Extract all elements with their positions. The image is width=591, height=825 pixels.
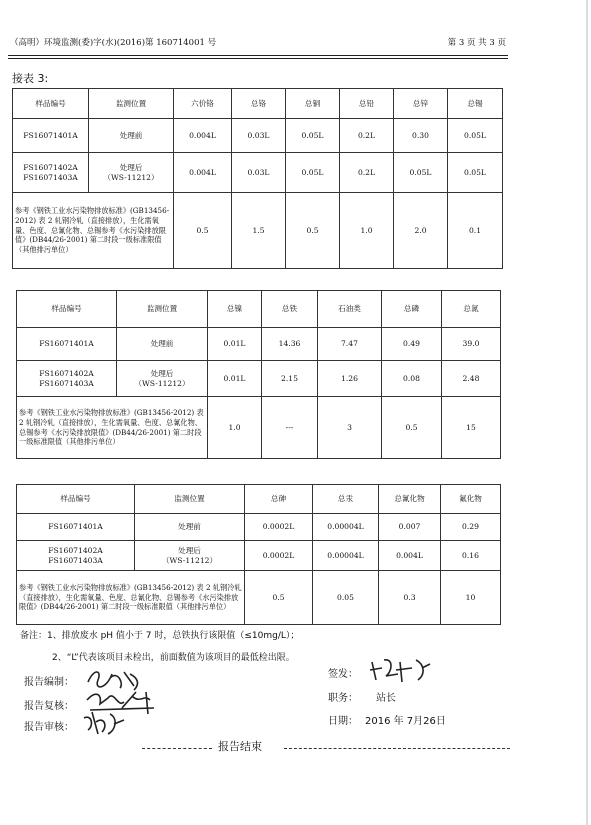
reviewed-by-label: 报告复核： <box>24 701 74 712</box>
value-cell: 2.15 <box>262 361 318 397</box>
table-header-row <box>17 485 501 514</box>
limit-cell: 0.5 <box>286 193 340 269</box>
report-end: 报告结束 <box>218 740 262 753</box>
table-row <box>17 541 501 571</box>
value-cell: 0.0002L <box>245 541 313 571</box>
value-cell: 39.0 <box>442 328 501 361</box>
value-cell: 0.05L <box>448 119 503 153</box>
remark-2: 2、“L”代表该项目未检出，前面数值为该项目的最低检出限。 <box>52 653 295 663</box>
continued-table-label: 接表 3: <box>12 72 49 85</box>
limit-cell: 0.5 <box>245 571 313 625</box>
limit-cell: 15 <box>442 397 501 459</box>
col-header: 总砷 <box>245 485 313 514</box>
table-header-row <box>17 291 501 328</box>
position-label: 职务： <box>328 693 358 704</box>
limit-cell: 2.0 <box>394 193 448 269</box>
col-header: 监测位置 <box>89 89 174 119</box>
limit-cell: 1.5 <box>232 193 286 269</box>
header-rule-2 <box>8 58 508 59</box>
col-header: 总氰化物 <box>379 485 441 514</box>
col-header: 监测位置 <box>117 291 208 328</box>
table-row <box>17 361 501 397</box>
value-cell: 0.49 <box>382 328 442 361</box>
remark-1: 备注：1、排放废水 pH 值小于 7 时，总铁执行该限值（≤10mg/L）； <box>20 631 300 641</box>
page-indicator: 第 3 页 共 3 页 <box>447 38 506 48</box>
col-header: 石油类 <box>318 291 382 328</box>
value-cell: 0.00004L <box>313 514 379 541</box>
col-header: 总锌 <box>394 89 448 119</box>
col-header: 总铅 <box>340 89 394 119</box>
value-cell: 0.29 <box>441 514 501 541</box>
col-header: 总铬 <box>232 89 286 119</box>
col-header: 六价铬 <box>174 89 232 119</box>
value-cell: 0.004L <box>379 541 441 571</box>
standard-row <box>17 397 501 459</box>
col-header: 总镍 <box>208 291 262 328</box>
value-cell: 0.2L <box>340 153 394 193</box>
value-cell: 0.01L <box>208 361 262 397</box>
table-header-row <box>13 89 503 119</box>
value-cell: 0.05L <box>394 153 448 193</box>
value-cell: 0.007 <box>379 514 441 541</box>
location: 处理前 <box>117 328 208 361</box>
value-cell: 0.2L <box>340 119 394 153</box>
end-divider-right <box>284 748 510 749</box>
limit-cell: 0.05 <box>313 571 379 625</box>
col-header: 监测位置 <box>135 485 245 514</box>
limit-cell: 0.5 <box>382 397 442 459</box>
value-cell: 0.05L <box>286 153 340 193</box>
value-cell: 14.36 <box>262 328 318 361</box>
col-header: 样品编号 <box>17 485 135 514</box>
col-header: 总铁 <box>262 291 318 328</box>
value-cell: 0.00004L <box>313 541 379 571</box>
table-row <box>13 119 503 153</box>
location: 处理后 （WS-11212） <box>135 541 245 571</box>
results-table-2 <box>16 290 501 459</box>
col-header: 样品编号 <box>17 291 117 328</box>
standard-reference: 参考《钢铁工业水污染物排放标准》(GB13456-2012) 表 2 轧钢冷轧（直接排放），生化需氧量、色度、总氰化物、总锡参考《水污染排放限值》(DB44/26-2001) 第二时段一级标准限值（其他排污单位） <box>17 397 208 459</box>
auditor-signature <box>80 708 130 738</box>
report-header <box>10 36 506 48</box>
value-cell: 0.05L <box>448 153 503 193</box>
table-row <box>17 514 501 541</box>
sample-id: FS16071401A <box>17 328 117 361</box>
limit-cell: --- <box>262 397 318 459</box>
sample-id: FS16071402A FS16071403A <box>17 361 117 397</box>
table-row <box>17 328 501 361</box>
col-header: 总磷 <box>382 291 442 328</box>
results-table-1 <box>12 88 503 269</box>
table-row <box>13 153 503 193</box>
results-table-3 <box>16 484 501 625</box>
limit-cell: 1.0 <box>340 193 394 269</box>
value-cell: 7.47 <box>318 328 382 361</box>
position-value: 站长 <box>376 693 396 704</box>
location: 处理前 <box>89 119 174 153</box>
col-header: 氟化物 <box>441 485 501 514</box>
standard-row <box>13 193 503 269</box>
location: 处理前 <box>135 514 245 541</box>
sample-id: FS16071401A <box>17 514 135 541</box>
limit-cell: 0.1 <box>448 193 503 269</box>
value-cell: 0.16 <box>441 541 501 571</box>
value-cell: 0.004L <box>174 153 232 193</box>
end-divider-left <box>142 748 212 749</box>
sample-id: FS16071402A FS16071403A <box>17 541 135 571</box>
sign-date: 2016 年 7月26日 <box>365 716 446 727</box>
page-edge <box>586 0 588 825</box>
value-cell: 0.03L <box>232 153 286 193</box>
issuer-signature <box>368 654 438 686</box>
col-header: 样品编号 <box>13 89 89 119</box>
limit-cell: 10 <box>441 571 501 625</box>
value-cell: 0.0002L <box>245 514 313 541</box>
sample-id: FS16071401A <box>13 119 89 153</box>
value-cell: 2.48 <box>442 361 501 397</box>
issuer-label: 签发： <box>328 669 358 680</box>
value-cell: 0.03L <box>232 119 286 153</box>
value-cell: 0.30 <box>394 119 448 153</box>
limit-cell: 0.3 <box>379 571 441 625</box>
location: 处理后 （WS-11212） <box>89 153 174 193</box>
date-label: 日期： <box>328 716 358 727</box>
header-rule <box>8 55 508 56</box>
value-cell: 0.05L <box>286 119 340 153</box>
audited-by-label: 报告审核： <box>24 722 74 733</box>
col-header: 总锡 <box>448 89 503 119</box>
col-header: 总汞 <box>313 485 379 514</box>
standard-reference: 参考《钢铁工业水污染物排放标准》(GB13456-2012) 表 2 轧钢冷轧（直接排放），生化需氧量、色度、总氰化物、总锡参考《水污染排放限值》(DB44/26-2001) 第二时段一级标准限值（其他排污单位） <box>17 571 245 625</box>
col-header: 总铜 <box>286 89 340 119</box>
value-cell: 0.004L <box>174 119 232 153</box>
report-number: （高明）环境监测(委)字(水)(2016)第 160714001 号 <box>10 38 217 48</box>
prepared-by-label: 报告编制： <box>24 677 74 688</box>
col-header: 总氮 <box>442 291 501 328</box>
standard-reference: 参考《钢铁工业水污染物排放标准》(GB13456-2012) 表 2 轧钢冷轧（直接排放），生化需氧量、色度、总氰化物、总锡参考《水污染排放限值》(DB44/26-2001) 第二时段一级标准限值（其他排污单位） <box>13 193 174 269</box>
location: 处理后 （WS-11212） <box>117 361 208 397</box>
value-cell: 1.26 <box>318 361 382 397</box>
value-cell: 0.01L <box>208 328 262 361</box>
limit-cell: 0.5 <box>174 193 232 269</box>
limit-cell: 1.0 <box>208 397 262 459</box>
limit-cell: 3 <box>318 397 382 459</box>
standard-row <box>17 571 501 625</box>
value-cell: 0.08 <box>382 361 442 397</box>
sample-id: FS16071402A FS16071403A <box>13 153 89 193</box>
